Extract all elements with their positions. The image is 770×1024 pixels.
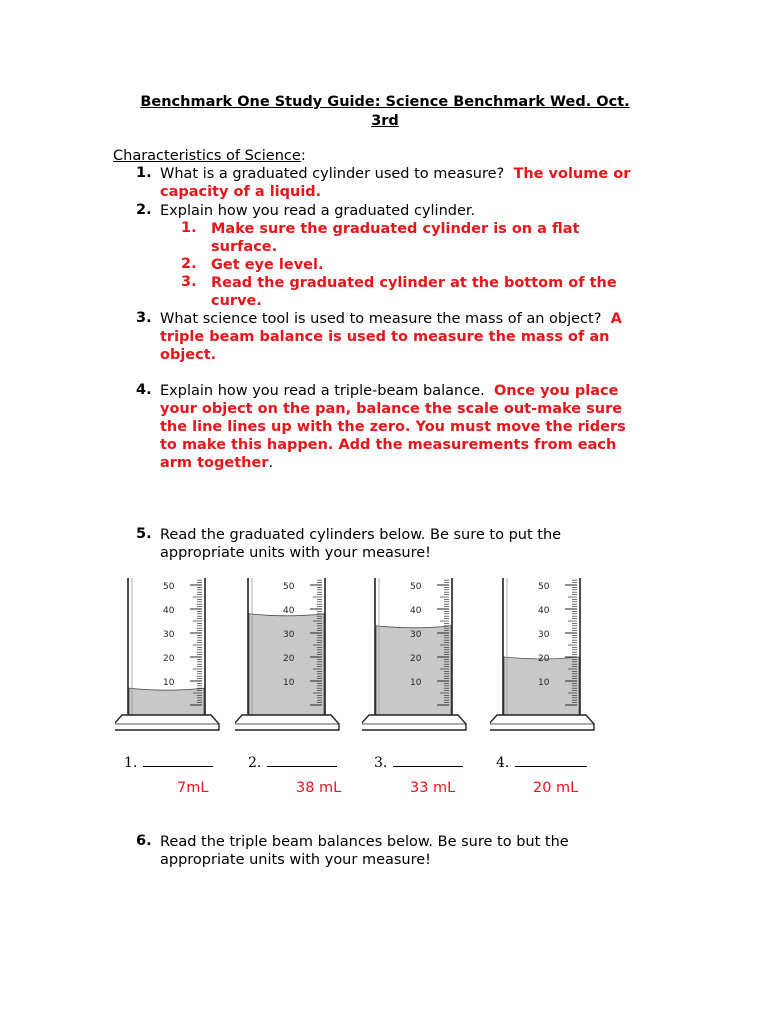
cylinder-4-tick-label: 10 bbox=[538, 678, 550, 688]
cylinder-2-base bbox=[235, 715, 339, 730]
cylinder-4-caption bbox=[496, 754, 587, 771]
q4-number: 4. bbox=[136, 382, 152, 398]
q2-step2-number: 2. bbox=[181, 256, 197, 272]
q4-answer-e: arm together bbox=[160, 455, 269, 471]
cylinder-2-label: 2. bbox=[248, 755, 262, 771]
q4-answer-b: your object on the pan, balance the scale out-make sure bbox=[160, 401, 623, 417]
cylinder-3-answer: 33 mL bbox=[410, 780, 456, 796]
cylinder-4-tick-label: 20 bbox=[538, 654, 550, 664]
q2-step1-number: 1. bbox=[181, 220, 197, 236]
cylinder-2-caption bbox=[248, 754, 337, 771]
title-line-2: 3rd bbox=[371, 113, 399, 129]
q3-answer-a: A bbox=[610, 311, 622, 327]
q4-answer-d: to make this happen. Add the measurements from each bbox=[160, 437, 617, 453]
cylinder-3-tick-label: 10 bbox=[410, 678, 422, 688]
q5-line-b: appropriate units with your measure! bbox=[160, 545, 431, 561]
q6-line-a: Read the triple beam balances below. Be sure to but the bbox=[160, 834, 569, 850]
q4-answer-a: Once you place bbox=[493, 383, 619, 399]
q2-step3-a: Read the graduated cylinder at the bottom of the bbox=[211, 275, 617, 291]
q5-number: 5. bbox=[136, 526, 152, 542]
cylinder-3-caption bbox=[374, 754, 463, 771]
q6-number: 6. bbox=[136, 833, 152, 849]
cylinder-2-tick-label: 40 bbox=[283, 606, 295, 616]
q6-line-b: appropriate units with your measure! bbox=[160, 852, 431, 868]
cylinder-2-liquid bbox=[249, 614, 324, 715]
cylinder-1-tick-label: 20 bbox=[163, 654, 175, 664]
cylinder-1-tick-label: 50 bbox=[163, 582, 175, 592]
cylinder-3-label: 3. bbox=[374, 755, 388, 771]
graduated-cylinder-4 bbox=[490, 575, 595, 740]
q2-step1-b: surface. bbox=[211, 239, 278, 255]
section-heading bbox=[113, 147, 306, 165]
q1-number: 1. bbox=[136, 165, 152, 181]
cylinder-1-tick-label: 30 bbox=[163, 630, 175, 640]
cylinder-1-label: 1. bbox=[124, 755, 138, 771]
cylinder-3-tick-label: 50 bbox=[410, 582, 422, 592]
cylinder-3-tick-label: 30 bbox=[410, 630, 422, 640]
cylinder-1-caption bbox=[124, 754, 213, 771]
cylinder-1-tick-label: 40 bbox=[163, 606, 175, 616]
title-line-1: Benchmark One Study Guide: Science Benchmark Wed. Oct. bbox=[140, 94, 630, 110]
q1-answer-a: The volume or bbox=[513, 166, 631, 182]
cylinder-3-blank[interactable] bbox=[393, 754, 463, 767]
page-title bbox=[0, 93, 770, 131]
q1-question: What is a graduated cylinder used to measure? bbox=[160, 166, 505, 182]
q3-line bbox=[160, 310, 622, 328]
q4-line bbox=[160, 382, 618, 400]
q1-answer-b: capacity of a liquid. bbox=[160, 184, 322, 200]
q3-question: What science tool is used to measure the mass of an object? bbox=[160, 311, 602, 327]
section-colon: : bbox=[300, 148, 306, 164]
q2-step3-b: curve. bbox=[211, 293, 262, 309]
cylinder-1-blank[interactable] bbox=[143, 754, 213, 767]
cylinder-4-blank[interactable] bbox=[515, 754, 587, 767]
q3-answer-b: triple beam balance is used to measure the mass of an bbox=[160, 329, 610, 345]
q2-step2-a: Get eye level. bbox=[211, 257, 324, 273]
cylinder-2-tick-label: 30 bbox=[283, 630, 295, 640]
cylinder-1-base bbox=[115, 715, 219, 730]
cylinder-2-tick-label: 10 bbox=[283, 678, 295, 688]
cylinder-3-base bbox=[362, 715, 466, 730]
cylinder-4-base bbox=[490, 715, 594, 730]
cylinder-4-answer: 20 mL bbox=[533, 780, 579, 796]
q3-answer-c: object. bbox=[160, 347, 217, 363]
q2-step3-number: 3. bbox=[181, 274, 197, 290]
graduated-cylinder-2 bbox=[235, 575, 340, 740]
graduated-cylinder-3 bbox=[362, 575, 467, 740]
cylinder-1-tick-label: 10 bbox=[163, 678, 175, 688]
q1-line bbox=[160, 165, 630, 183]
q4-answer-e-line bbox=[160, 454, 273, 472]
cylinder-3-tick-label: 40 bbox=[410, 606, 422, 616]
q4-question: Explain how you read a triple-beam balance. bbox=[160, 383, 485, 399]
cylinder-2-tick-label: 50 bbox=[283, 582, 295, 592]
q3-number: 3. bbox=[136, 310, 152, 326]
cylinder-4-label: 4. bbox=[496, 755, 510, 771]
cylinder-4-tick-label: 30 bbox=[538, 630, 550, 640]
cylinder-2-answer: 38 mL bbox=[296, 780, 342, 796]
cylinder-1-answer: 7mL bbox=[177, 780, 209, 796]
cylinder-2-blank[interactable] bbox=[267, 754, 337, 767]
cylinder-4-tick-label: 40 bbox=[538, 606, 550, 616]
q4-period: . bbox=[268, 455, 274, 471]
q2-number: 2. bbox=[136, 202, 152, 218]
graduated-cylinder-1 bbox=[115, 575, 220, 740]
section-label: Characteristics of Science bbox=[113, 148, 301, 164]
q2-step1-a: Make sure the graduated cylinder is on a flat bbox=[211, 221, 580, 237]
cylinder-1-liquid bbox=[129, 688, 204, 715]
q4-answer-c: the line lines up with the zero. You must move the riders bbox=[160, 419, 626, 435]
cylinder-2-tick-label: 20 bbox=[283, 654, 295, 664]
cylinder-4-tick-label: 50 bbox=[538, 582, 550, 592]
q5-line-a: Read the graduated cylinders below. Be sure to put the bbox=[160, 527, 562, 543]
cylinder-3-tick-label: 20 bbox=[410, 654, 422, 664]
q2-question: Explain how you read a graduated cylinder. bbox=[160, 203, 476, 219]
